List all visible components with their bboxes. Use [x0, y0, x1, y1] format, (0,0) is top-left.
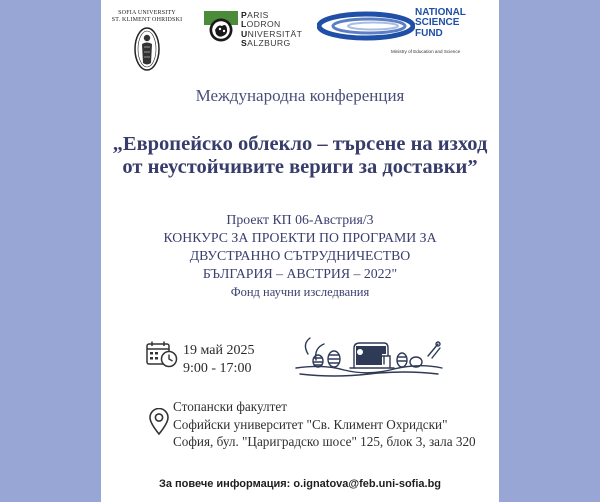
title-line-1: „Европейско облекло – търсене на изход — [112, 133, 488, 155]
project-fund: Фонд научни изследвания — [230, 285, 370, 299]
plus-line-3: UNIVERSITÄT — [241, 28, 303, 39]
venue-street: София, бул. "Цариградско шосе" 125, блок 3, зала 320 — [173, 434, 476, 449]
nsf-line1: NATIONAL — [415, 7, 466, 18]
plus-university-name — [241, 11, 302, 49]
conference-type: Международна конференция — [195, 86, 405, 105]
nsf-subtitle: Ministry of Education and Science — [391, 49, 461, 54]
conference-poster — [101, 0, 499, 502]
contact-label: За повече информация: — [158, 478, 291, 490]
plus-line-4: SALZBURG — [241, 38, 291, 49]
project-code: Проект КП 06-Австрия/3 — [226, 212, 374, 227]
project-info — [101, 211, 499, 301]
conference-title — [101, 133, 499, 179]
location-pin-icon — [149, 408, 169, 436]
venue-faculty: Стопански факултет — [173, 399, 287, 414]
project-program-line3: БЪЛГАРИЯ – АВСТРИЯ – 2022" — [202, 266, 398, 281]
university-seal-icon — [134, 27, 160, 71]
sofia-university-name — [107, 10, 187, 24]
venue-university: Софийски университет "Св. Климент Охридски" — [173, 416, 448, 432]
nsf-swoosh-icon — [317, 10, 415, 50]
nsf-line2: SCIENCE — [415, 17, 460, 29]
plus-line-1: PARIS — [241, 10, 269, 20]
contact-email[interactable]: o.ignatova@feb.uni-sofia.bg — [293, 478, 442, 490]
plus-logo-icon — [204, 11, 238, 45]
nsf-line3: FUND — [415, 27, 443, 39]
plus-line-2: LODRON — [241, 19, 281, 30]
sofia-university-line2: ST. KLIMENT OHRIDSKI — [111, 17, 183, 23]
event-time: 9:00 - 17:00 — [183, 361, 252, 376]
sofia-university-line1: SOFIA UNIVERSITY — [118, 10, 176, 16]
project-program-line1: КОНКУРС ЗА ПРОЕКТИ ПО ПРОГРАМИ ЗА — [163, 230, 437, 245]
project-program-line2: ДВУСТРАННО СЪТРУДНИЧЕСТВО — [189, 248, 411, 263]
sewing-machine-icon — [294, 334, 444, 378]
event-datetime — [183, 342, 254, 378]
calendar-clock-icon — [146, 340, 178, 368]
nsf-name — [415, 8, 466, 39]
venue-address — [173, 398, 476, 451]
event-date: 19 май 2025 — [183, 343, 255, 358]
title-line-2: от неустойчивите вериги за доставки” — [122, 156, 478, 178]
contact-info — [101, 478, 499, 490]
